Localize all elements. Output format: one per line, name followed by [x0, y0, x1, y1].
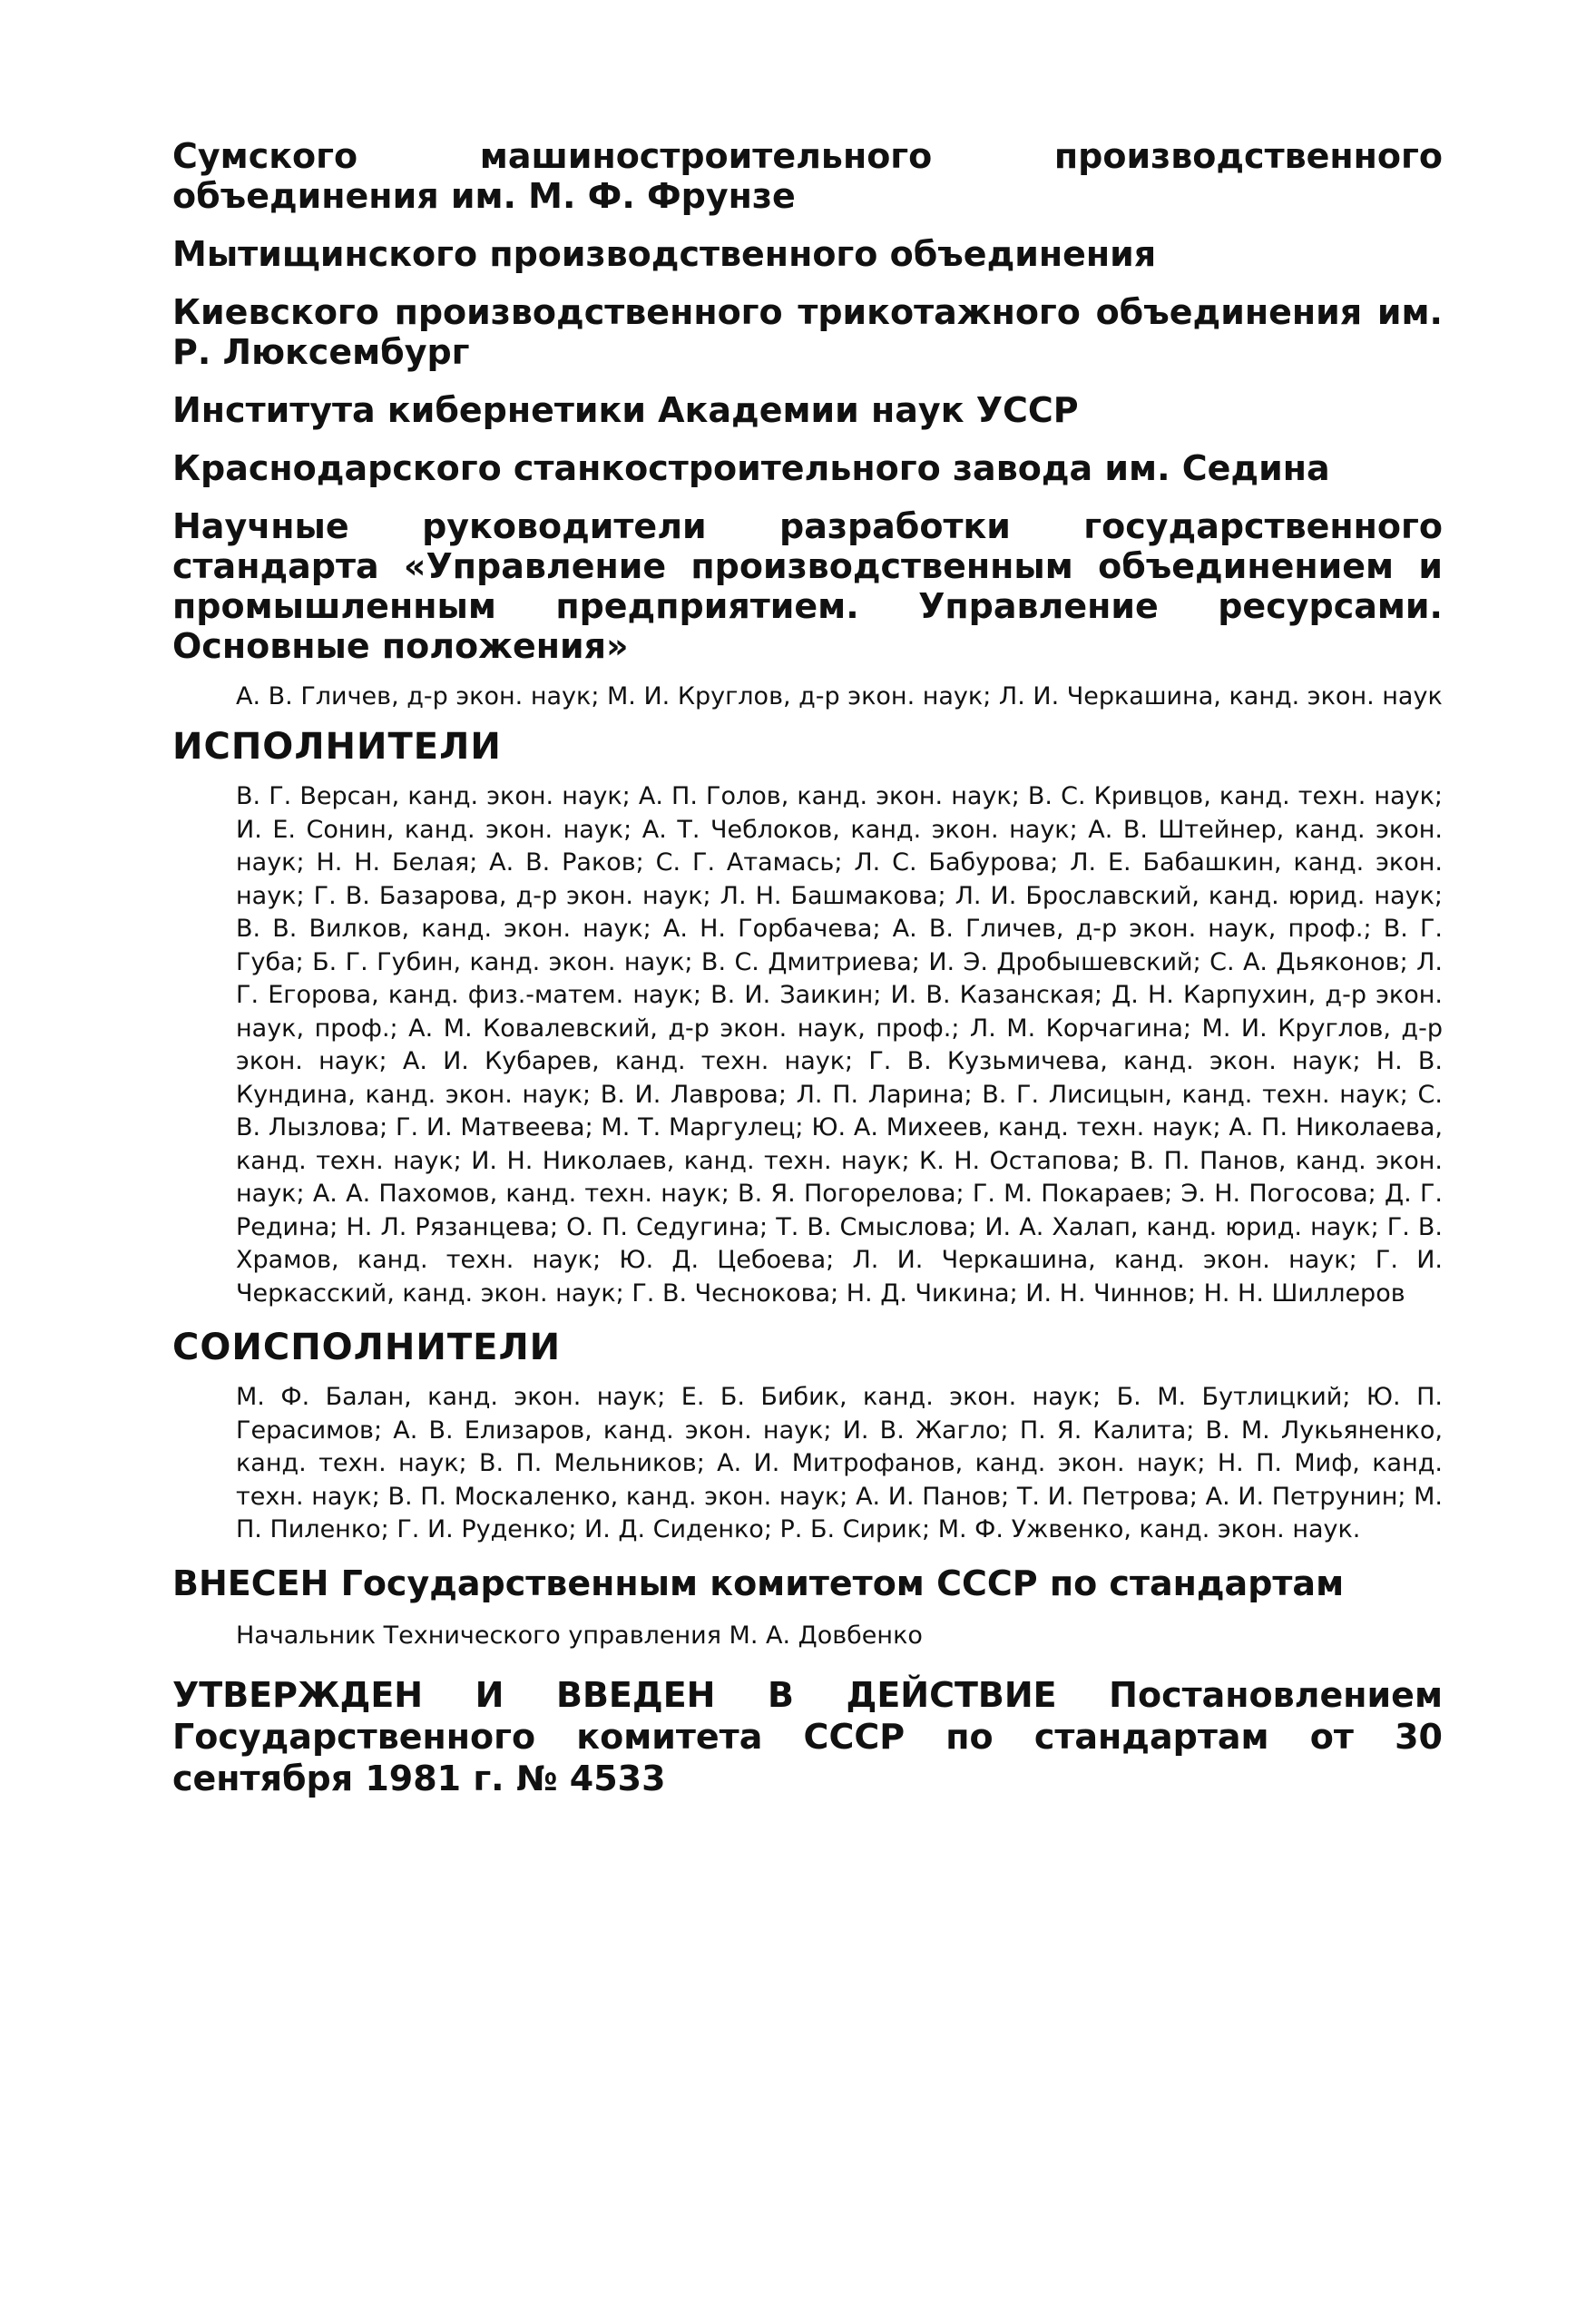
organization-line: Института кибернетики Академии наук УССР: [172, 390, 1079, 430]
performers-heading: ИСПОЛНИТЕЛИ: [172, 726, 502, 768]
technical-head: Начальник Технического управления М. А. Довбенко: [236, 1621, 923, 1650]
introduced-by: ВНЕСЕН Государственным комитетом СССР по стандартам: [172, 1563, 1345, 1603]
organization-line: Киевского производственного трикотажного объединения им. Р. Люксембург: [172, 292, 1443, 372]
document-page: [172, 136, 1443, 1799]
scientific-leaders-heading: Научные руководители разработки государственного стандарта «Управление производственным объединением и промышленным предприятием. Управление ресурсами. Основные положения»: [172, 506, 1443, 666]
performers-list: В. Г. Версан, канд. экон. наук; А. П. Голов, канд. экон. наук; В. С. Кривцов, канд. техн. наук; И. Е. Сонин, канд. экон. наук; А. Т. Чеблоков, канд. экон. наук; А. В. Штейнер, канд. экон. наук; Н. Н. Белая; А. В. Раков; С. Г. Атамась; Л. С. Бабурова; Л. Е. Бабашкин, канд. экон. наук; Г. В. Базарова, д-р экон. наук; Л. Н. Башмакова; Л. И. Брославский, канд. юрид. наук; В. В. Вилков, канд. экон. наук; А. Н. Горбачева; А. В. Гличев, д-р экон. наук, проф.; В. Г. Губа; Б. Г. Губин, канд. экон. наук; В. С. Дмитриева; И. Э. Дробышевский; С. А. Дьяконов; Л. Г. Егорова, канд. физ.-матем. наук; В. И. Заикин; И. В. Казанская; Д. Н. Карпухин, д-р экон. наук, проф.; А. М. Ковалевский, д-р экон. наук, проф.; Л. М. Корчагина; М. И. Круглов, д-р экон. наук; А. И. Кубарев, канд. техн. наук; Г. В. Кузьмичева, канд. экон. наук; Н. В. Кундина, канд. экон. наук; В. И. Лаврова; Л. П. Ларина; В. Г. Лисицын, канд. техн. наук; С. В. Лызлова; Г. И. Матвеева; М. Т. Маргулец; Ю. А. Михеев, канд. техн. наук; А. П. Николаева, канд. техн. наук; И. Н. Николаев, канд. техн. наук; К. Н. Остапова; В. П. Панов, канд. экон. наук; А. А. Пахомов, канд. техн. наук; В. Я. Погорелова; Г. М. Покараев; Э. Н. Погосова; Д. Г. Редина; Н. Л. Рязанцева; О. П. Седугина; Т. В. Смыслова; И. А. Халап, канд. юрид. наук; Г. В. Храмов, канд. техн. наук; Ю. Д. Цебоева; Л. И. Черкашина, канд. экон. наук; Г. И. Черкасский, канд. экон. наук; Г. В. Чеснокова; Н. Д. Чикина; И. Н. Чиннов; Н. Н. Шиллеров: [236, 782, 1443, 1308]
organization-line: Сумского машиностроительного производственного объединения им. М. Ф. Фрунзе: [172, 136, 1443, 216]
organization-line: Мытищинского производственного объединения: [172, 234, 1157, 274]
scientific-leaders-names: А. В. Гличев, д-р экон. наук; М. И. Круглов, д-р экон. наук; Л. И. Черкашина, канд. экон. наук: [236, 682, 1443, 710]
organization-line: Краснодарского станкостроительного завода им. Седина: [172, 448, 1330, 488]
co-performers-list: М. Ф. Балан, канд. экон. наук; Е. Б. Бибик, канд. экон. наук; Б. М. Бутлицкий; Ю. П. Герасимов; А. В. Елизаров, канд. экон. наук; И. В. Жагло; П. Я. Калита; В. М. Лукьяненко, канд. техн. наук; В. П. Мельников; А. И. Митрофанов, канд. экон. наук; Н. П. Миф, канд. техн. наук; В. П. Москаленко, канд. экон. наук; А. И. Панов; Т. И. Петрова; А. И. Петрунин; М. П. Пиленко; Г. И. Руденко; И. Д. Сиденко; Р. Б. Сирик; М. Ф. Ужвенко, канд. экон. наук.: [236, 1383, 1443, 1543]
co-performers-heading: СОИСПОЛНИТЕЛИ: [172, 1327, 562, 1368]
approval-statement: УТВЕРЖДЕН И ВВЕДЕН В ДЕЙСТВИЕ Постановлением Государственного комитета СССР по стандартам от 30 сентября 1981 г. № 4533: [172, 1674, 1443, 1798]
